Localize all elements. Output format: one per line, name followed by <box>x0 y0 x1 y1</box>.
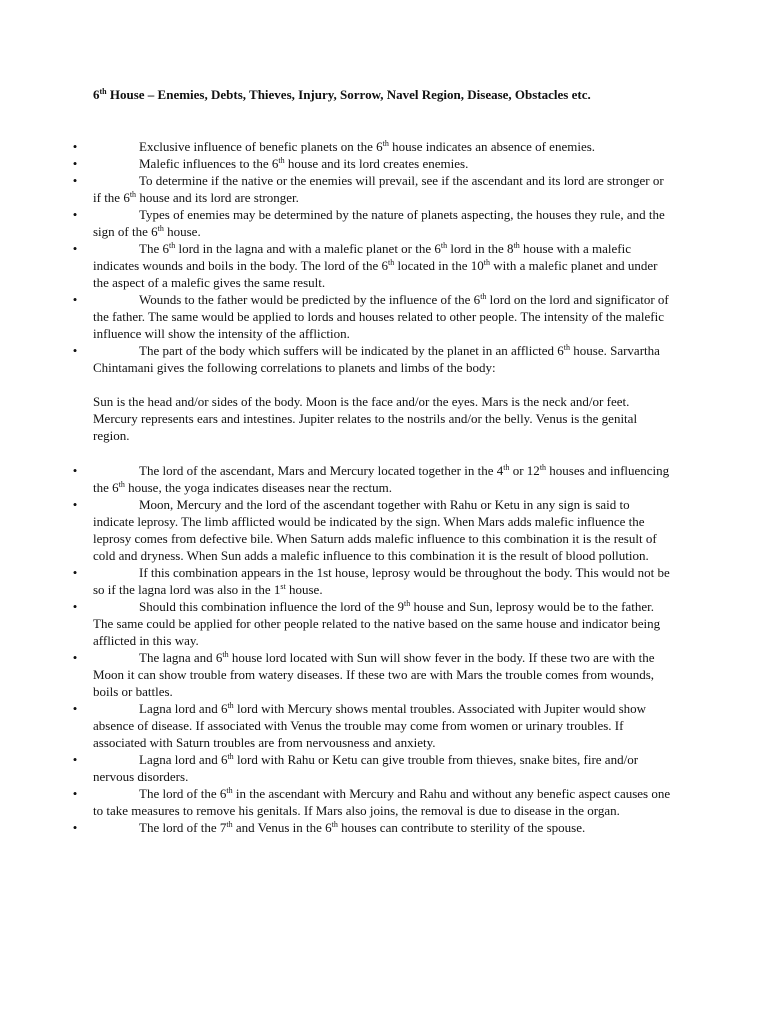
bullet-icon: • <box>72 820 78 835</box>
ordinal-superscript: st <box>280 582 286 591</box>
content-list <box>72 138 673 836</box>
list-item <box>72 751 673 785</box>
list-item-text: The lord of the ascendant, Mars and Mercury located together in the 4th or 12th houses and influencing the 6th house, the yoga indicates diseases near the rectum. <box>93 463 670 495</box>
bullet-icon: • <box>72 207 78 222</box>
list-item <box>72 564 673 598</box>
section-heading <box>93 86 673 103</box>
list-item <box>72 291 673 342</box>
bullet-icon: • <box>72 752 78 767</box>
list-item-text: The part of the body which suffers will be indicated by the planet in an afflicted 6th house. Sarvartha Chintamani gives the following correlations to planets and limbs of the body: <box>93 343 660 375</box>
ordinal-superscript: th <box>539 463 547 472</box>
heading-number: 6 <box>93 87 100 102</box>
list-item <box>72 649 673 700</box>
bullet-icon: • <box>72 139 78 154</box>
bullet-icon: • <box>72 156 78 171</box>
list-item <box>72 206 673 240</box>
ordinal-superscript: th <box>226 820 233 829</box>
bullet-icon: • <box>72 292 78 307</box>
ordinal-superscript: th <box>513 241 520 250</box>
bullet-group-2 <box>72 462 673 836</box>
list-item <box>72 462 673 496</box>
bullet-icon: • <box>72 599 78 614</box>
list-item <box>72 155 673 172</box>
list-item <box>72 598 673 649</box>
list-item-text: Types of enemies may be determined by the nature of planets aspecting, the houses they rule, and the sign of the 6th house. <box>93 207 665 239</box>
heading-superscript: th <box>99 87 107 96</box>
bullet-icon: • <box>72 241 78 256</box>
bullet-icon: • <box>72 497 78 512</box>
list-item <box>72 342 673 376</box>
list-item <box>72 785 673 819</box>
bullet-icon: • <box>72 701 78 716</box>
list-item-text: The lord of the 7th and Venus in the 6th houses can contribute to sterility of the spouse. <box>139 820 586 835</box>
bullet-icon: • <box>72 650 78 665</box>
list-item-text: Wounds to the father would be predicted by the influence of the 6th lord on the lord and significator of the father. The same would be applied to lords and houses related to other people. The intensity of the malefic influence will show the intensity of the affliction. <box>93 292 669 341</box>
ordinal-superscript: th <box>440 241 448 250</box>
bullet-icon: • <box>72 565 78 580</box>
ordinal-superscript: th <box>331 820 338 829</box>
ordinal-superscript: th <box>168 241 176 250</box>
ordinal-superscript: th <box>483 258 490 267</box>
list-item-text: Moon, Mercury and the lord of the ascendant together with Rahu or Ketu in any sign is said to indicate leprosy. The limb afflicted would be indicated by the sign. When Mars adds malefic influence the leprosy comes from defective bile. When Saturn adds malefic influence to this combination it is the result of cold and dryness. When Sun adds a malefic influence to this combination it is the result of blood pollution. <box>93 497 657 563</box>
heading-text: House – Enemies, Debts, Thieves, Injury, Sorrow, Navel Region, Disease, Obstacles etc. <box>106 87 591 102</box>
list-item-text: Malefic influences to the 6th house and its lord creates enemies. <box>139 156 469 171</box>
ordinal-superscript: th <box>118 480 125 489</box>
list-item-text: Lagna lord and 6th lord with Mercury shows mental troubles. Associated with Jupiter would show absence of disease. If associated with Venus the trouble may come from women or urinary troubles. If associated with Saturn troubles are from nervousness and anxiety. <box>93 701 647 750</box>
ordinal-superscript: th <box>387 258 395 267</box>
ordinal-superscript: th <box>222 650 229 659</box>
bullet-icon: • <box>72 463 78 478</box>
ordinal-superscript: th <box>480 292 487 301</box>
list-item <box>72 138 673 155</box>
ordinal-superscript: th <box>226 786 233 795</box>
ordinal-superscript: th <box>129 190 137 199</box>
ordinal-superscript: th <box>404 599 411 608</box>
body-correlations-paragraph: Sun is the head and/or sides of the body. Moon is the face and/or the eyes. Mars is the neck and/or feet. Mercury represents ears and intestines. Jupiter relates to the nostrils and/or the belly. Venus is the genital region. <box>93 394 638 443</box>
list-item-text: Lagna lord and 6th lord with Rahu or Ketu can give trouble from thieves, snake bites, fire and/or nervous disorders. <box>93 752 639 784</box>
ordinal-superscript: th <box>278 156 285 165</box>
list-item <box>72 700 673 751</box>
list-item <box>72 172 673 206</box>
list-item-text: If this combination appears in the 1st house, leprosy would be throughout the body. This would not be so if the lagna lord was also in the 1st house. <box>93 565 670 597</box>
ordinal-superscript: th <box>157 224 164 233</box>
list-item-text: Exclusive influence of benefic planets on the 6th house indicates an absence of enemies. <box>139 139 596 154</box>
ordinal-superscript: th <box>503 463 510 472</box>
list-item-text: The lord of the 6th in the ascendant with Mercury and Rahu and without any benefic aspect causes one to take measures to remove his genitals. If Mars also joins, the removal is due to disease in the organ. <box>93 786 671 818</box>
ordinal-superscript: th <box>227 701 234 710</box>
list-item-text: To determine if the native or the enemies will prevail, see if the ascendant and its lord are stronger or if the 6th house and its lord are stronger. <box>93 173 664 205</box>
ordinal-superscript: th <box>227 752 234 761</box>
list-item-text: The 6th lord in the lagna and with a malefic planet or the 6th lord in the 8th house with a malefic indicates wounds and boils in the body. The lord of the 6th located in the 10th with a malefic planet and under the aspect of a malefic gives the same result. <box>93 241 658 290</box>
bullet-icon: • <box>72 173 78 188</box>
ordinal-superscript: th <box>563 343 571 352</box>
bullet-group-1 <box>72 138 673 376</box>
list-item <box>72 496 673 564</box>
list-item <box>72 819 673 836</box>
list-item-text: The lagna and 6th house lord located with Sun will show fever in the body. If these two are with the Moon it can show trouble from watery diseases. If these two are with Mars the trouble comes from wounds, boils or battles. <box>93 650 655 699</box>
list-item-text: Should this combination influence the lord of the 9th house and Sun, leprosy would be to the father. The same could be applied for other people related to the native based on the same house and indicator being afflicted in this way. <box>93 599 661 648</box>
bullet-icon: • <box>72 786 78 801</box>
list-item <box>72 240 673 291</box>
ordinal-superscript: th <box>382 139 389 148</box>
bullet-icon: • <box>72 343 78 358</box>
